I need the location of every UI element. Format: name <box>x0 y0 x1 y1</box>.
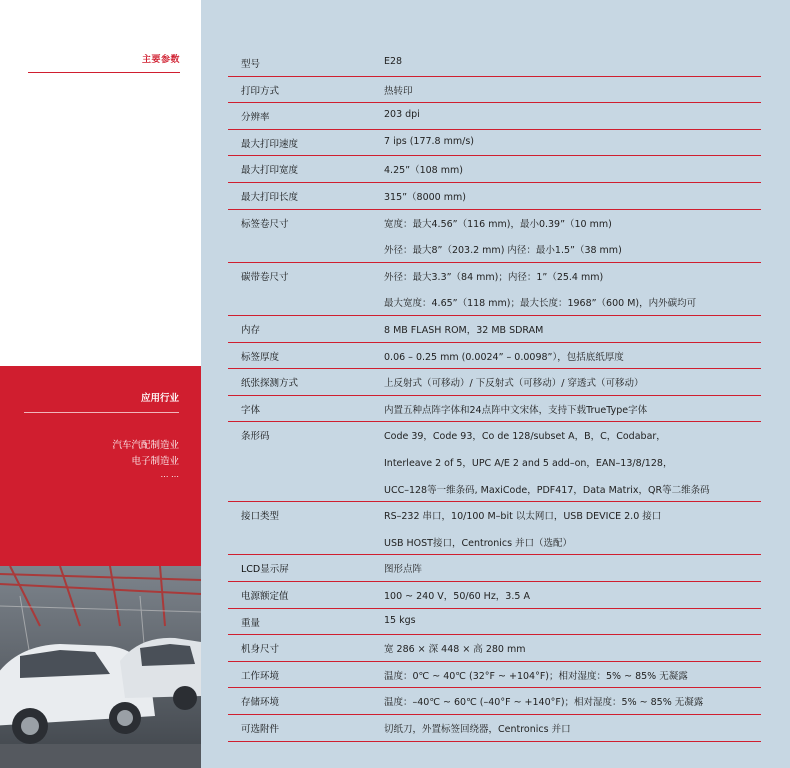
spec-row <box>228 130 761 157</box>
spec-value: 内置五种点阵字体和24点阵中文宋体，支持下载TrueType字体 <box>384 404 648 416</box>
spec-row <box>228 688 761 715</box>
spec-value: 100 ~ 240 V，50/60 Hz，3.5 A <box>384 591 530 602</box>
spec-row <box>228 609 761 636</box>
spec-label: 条形码 <box>241 431 270 443</box>
spec-label: 工作环境 <box>241 670 280 682</box>
spec-row <box>228 555 761 582</box>
spec-value: 203 dpi <box>384 109 420 121</box>
spec-value: USB HOST接口，Centronics 并口（选配） <box>384 537 573 549</box>
spec-row <box>228 396 761 423</box>
car-assembly-line-image <box>0 566 201 768</box>
spec-label: 最大打印宽度 <box>241 165 299 177</box>
spec-label: 型号 <box>241 59 261 70</box>
spec-label: 重量 <box>241 617 261 629</box>
spec-label: 最大打印长度 <box>241 192 299 203</box>
spec-value: 外径：最大3.3”（84 mm)；内径：1”（25.4 mm) <box>384 271 604 283</box>
spec-label: 纸张探测方式 <box>241 378 299 390</box>
heading-divider <box>28 72 180 73</box>
spec-label: 最大打印速度 <box>241 138 299 150</box>
spec-value: 宽度：最大4.56”（116 mm)，最小0.39”（10 mm) <box>384 218 612 230</box>
spec-value: 0.06 – 0.25 mm (0.0024” – 0.0098”），包括底纸厚度 <box>384 351 624 363</box>
industry-item: 汽车汽配制造业 <box>112 440 179 451</box>
industry-item-more: … … <box>160 470 179 479</box>
industry-panel <box>0 366 201 566</box>
spec-row <box>228 715 761 742</box>
main-params-heading: 主要参数 <box>141 55 180 65</box>
spec-row <box>228 635 761 662</box>
spec-value: 最大宽度：4.65”（118 mm)；最大长度：1968”（600 M)，内外碳均可 <box>384 298 697 310</box>
spec-value: 外径：最大8”（203.2 mm) 内径：最小1.5”（38 mm) <box>384 245 622 257</box>
spec-label: 分辨率 <box>241 112 270 124</box>
spec-row <box>228 369 761 396</box>
spec-label: 接口类型 <box>241 511 280 523</box>
industry-divider <box>24 412 179 413</box>
spec-label: 打印方式 <box>241 85 280 97</box>
spec-value: 温度：–40℃ ~ 60℃ (–40°F ~ +140°F)；相对湿度：5% ~ 85% 无凝露 <box>384 697 704 709</box>
spec-label: 碳带卷尺寸 <box>241 271 289 283</box>
spec-label: 机身尺寸 <box>241 644 280 656</box>
spec-value: 15 kgs <box>384 614 416 626</box>
spec-value: Code 39，Code 93，Co de 128/subset A，B，C，Codabar， <box>384 431 666 443</box>
spec-value: 热转印 <box>384 85 413 97</box>
spec-value: 8 MB FLASH ROM，32 MB SDRAM <box>384 325 544 336</box>
factory-car-photo <box>0 566 201 768</box>
spec-value: E28 <box>384 56 403 67</box>
spec-value: 宽 286 × 深 448 × 高 280 mm <box>384 644 526 656</box>
spec-row <box>228 343 761 370</box>
spec-row <box>228 662 761 689</box>
spec-label: 可选附件 <box>241 724 280 735</box>
spec-value: Interleave 2 of 5，UPC A/E 2 and 5 add–on，EAN–13/8/128， <box>384 457 673 469</box>
spec-label: 标签厚度 <box>241 351 280 363</box>
spec-value: 图形点阵 <box>384 564 423 576</box>
spec-row <box>228 77 761 104</box>
left-sidebar <box>0 0 201 768</box>
spec-row <box>228 50 761 77</box>
spec-row <box>228 103 761 130</box>
spec-row <box>228 316 761 343</box>
spec-value: 上反射式（可移动）/ 下反射式（可移动）/ 穿透式（可移动） <box>384 378 644 390</box>
industry-list <box>24 438 179 480</box>
spec-value: 4.25”（108 mm) <box>384 165 463 177</box>
spec-label: LCD显示屏 <box>241 564 289 576</box>
spec-label: 内存 <box>241 325 261 336</box>
spec-value: 7 ips (177.8 mm/s) <box>384 135 474 147</box>
spec-label: 存储环境 <box>241 697 280 709</box>
spec-row <box>228 502 761 555</box>
spec-label: 标签卷尺寸 <box>241 218 289 230</box>
spec-row <box>228 156 761 183</box>
spec-value: 315”（8000 mm) <box>384 192 466 203</box>
spec-value: RS–232 串口，10/100 M–bit 以太网口，USB DEVICE 2.0 接口 <box>384 511 662 523</box>
spec-label: 电源额定值 <box>241 591 289 602</box>
spec-row <box>228 582 761 609</box>
spec-value: 温度：0℃ ~ 40℃ (32°F ~ +104°F)；相对湿度：5% ~ 85% 无凝露 <box>384 670 688 682</box>
industry-heading: 应用行业 <box>140 393 179 404</box>
spec-row <box>228 183 761 210</box>
spec-value: UCC–128等一维条码, MaxiCode，PDF417，Data Matrix，QR等二维条码 <box>384 484 710 496</box>
industry-item: 电子制造业 <box>131 456 179 467</box>
spec-label: 字体 <box>241 404 261 416</box>
spec-row <box>228 210 761 263</box>
spec-row <box>228 263 761 316</box>
spec-row <box>228 422 761 502</box>
spec-value: 切纸刀，外置标签回绕器，Centronics 并口 <box>384 724 571 735</box>
